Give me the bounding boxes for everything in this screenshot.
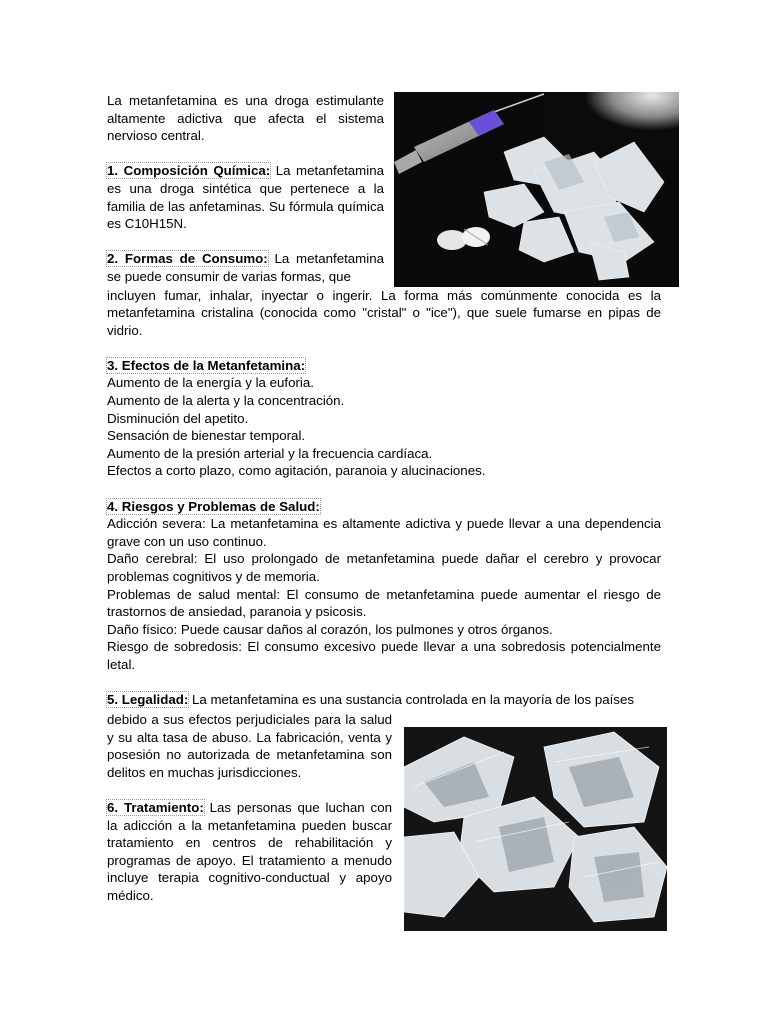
effect-item: Aumento de la energía y la euforia. — [107, 375, 314, 391]
top-left-text-block — [107, 92, 384, 286]
section-2-text-rest: incluyen fumar, inhalar, inyectar o ingerir. La forma más comúnmente conocida es la metanfetamina cristalina (conocida como "cristal" o "ice"), que suele fumarse en pipas de vidrio. — [107, 287, 661, 338]
section-5-text-top: La metanfetamina es una sustancia controlada en la mayoría de los países — [188, 692, 634, 708]
risk-item: Problemas de salud mental: El consumo de metanfetamina puede aumentar el riesgo de trastornos de ansiedad, paranoia y psicosis. — [107, 586, 661, 620]
section-3-heading-line — [107, 357, 661, 375]
section-5-text-rest: debido a sus efectos perjudiciales para la salud y su alta tasa de abuso. La fabricación, venta y posesión no autorizada de metanfetamina son delitos en muchas jurisdicciones. — [107, 712, 392, 780]
effect-item: Aumento de la presión arterial y la frecuencia cardíaca. — [107, 445, 433, 461]
section-4-heading: 4. Riesgos y Problemas de Salud: — [107, 498, 320, 514]
section-2-paragraph-top — [107, 250, 384, 285]
section-1-paragraph — [107, 162, 384, 232]
main-text-block — [107, 287, 661, 709]
section-5-paragraph-top — [107, 691, 661, 709]
photo-syringe-crystals-pills — [394, 92, 679, 287]
risk-item: Adicción severa: La metanfetamina es altamente adictiva y puede llevar a una dependencia grave con un uso continuo. — [107, 516, 661, 549]
section-1-text: La metanfetamina es una droga sintética que pertenece a la familia de las anfetaminas. Su fórmula química es C10H15N. — [107, 163, 385, 232]
intro-paragraph: La metanfetamina es una droga estimulante altamente adictiva que afecta el sistema nervioso central. — [107, 93, 384, 144]
section-1-heading: 1. Composición Química: — [107, 163, 271, 179]
risk-item: Daño cerebral: El uso prolongado de metanfetamina puede dañar el cerebro y provocar problemas cognitivos y de memoria. — [107, 551, 661, 584]
risk-item: Riesgo de sobredosis: El consumo excesivo puede llevar a una sobredosis potencialmente letal. — [107, 639, 661, 672]
section-2-text-top: La metanfetamina se puede consumir de varias formas, que — [107, 251, 384, 284]
risk-item: Daño físico: Puede causar daños al corazón, los pulmones y otros órganos. — [107, 621, 553, 637]
section-6-paragraph — [107, 799, 392, 905]
section-4-heading-line — [107, 498, 661, 516]
photo-crystals-closeup — [404, 727, 667, 931]
section-5-heading: 5. Legalidad: — [107, 692, 189, 708]
effect-item: Aumento de la alerta y la concentración. — [107, 393, 345, 409]
photo-syringe-crystals-pills-svg — [394, 92, 679, 287]
section-2-heading: 2. Formas de Consumo: — [107, 251, 268, 267]
effect-item: Disminución del apetito. — [107, 410, 249, 426]
section-6-text: Las personas que luchan con la adicción a la metanfetamina pueden buscar tratamiento en centros de rehabilitación y programas de apoyo. El tratamiento a menudo incluye terapia cognitivo-conductual y apoyo médico. — [107, 799, 393, 903]
section-3-heading: 3. Efectos de la Metanfetamina: — [107, 357, 306, 373]
effect-item: Efectos a corto plazo, como agitación, paranoia y alucinaciones. — [107, 463, 486, 479]
section-6-heading: 6. Tratamiento: — [107, 799, 204, 815]
bottom-left-text-block — [107, 711, 392, 905]
photo-crystals-closeup-svg — [404, 727, 667, 931]
effect-item: Sensación de bienestar temporal. — [107, 428, 306, 444]
